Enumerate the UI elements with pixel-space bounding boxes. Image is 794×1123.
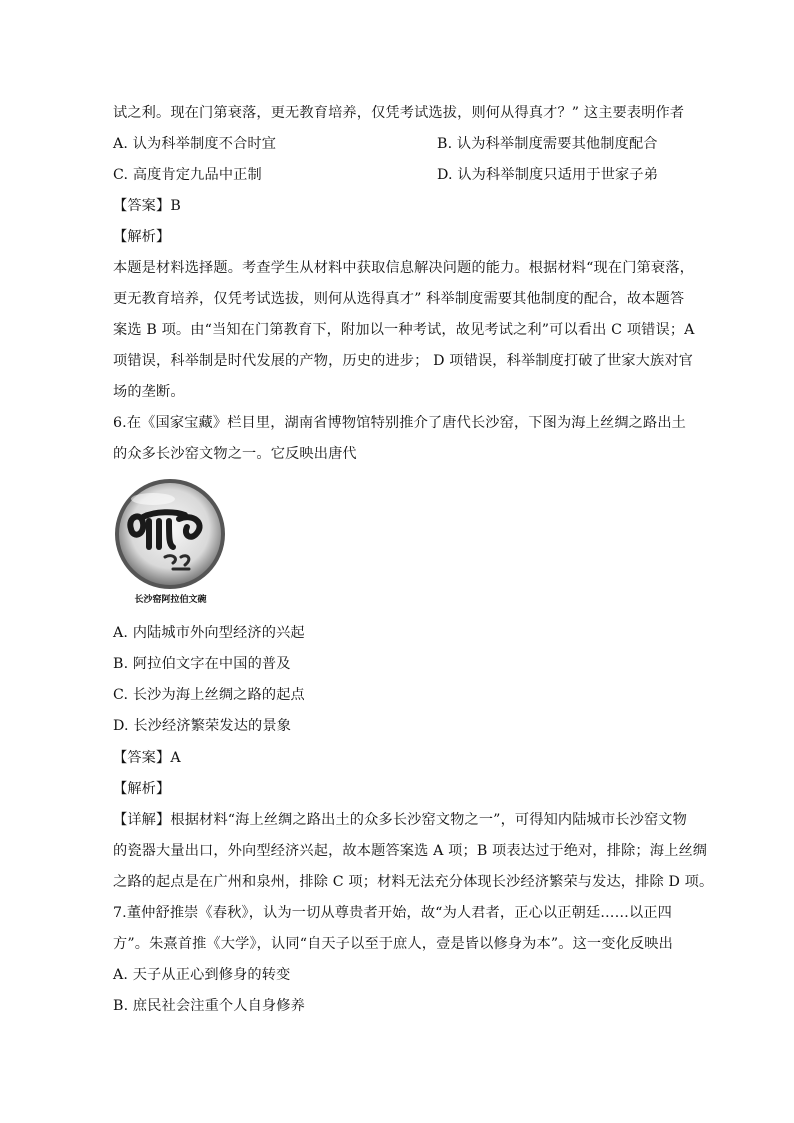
q7-option-a: A. 天子从正心到修身的转变 bbox=[113, 967, 291, 983]
q5-analysis-heading: 【解析】 bbox=[113, 229, 171, 245]
q5-option-d: D. 认为科举制度只适用于世家子弟 bbox=[437, 167, 659, 183]
q5-analysis-line: 场的垄断。 bbox=[113, 384, 185, 400]
changsha-bowl-figure bbox=[113, 477, 228, 612]
q6-stem-line: 6.在《国家宝藏》栏目里，湖南省博物馆特别推介了唐代长沙窑，下图为海上丝绸之路出土 bbox=[113, 415, 687, 431]
q6-option-d: D. 长沙经济繁荣发达的景象 bbox=[113, 718, 292, 734]
q5-analysis-line: 案选 B 项。由“当知在门第教育下，附加以一种考试，故见考试之利”可以看出 C 项错误；A bbox=[113, 322, 695, 338]
q5-analysis-line: 更无教育培养，仅凭考试选拔，则何从选得真才” 科举制度需要其他制度的配合，故本题答 bbox=[113, 291, 685, 307]
arabic-script-bowl-image bbox=[113, 477, 228, 592]
q6-analysis-line: 的瓷器大量出口，外向型经济兴起，故本题答案选 A 项；B 项表达过于绝对，排除；海上丝绸 bbox=[113, 843, 708, 859]
q6-stem-line: 的众多长沙窑文物之一。它反映出唐代 bbox=[113, 446, 357, 462]
q5-stem-tail: 试之利。现在门第衰落，更无教育培养，仅凭考试选拔，则何从得真才？” 这主要表明作者 bbox=[113, 105, 685, 121]
q7-option-b: B. 庶民社会注重个人自身修养 bbox=[113, 998, 305, 1014]
q6-answer: 【答案】A bbox=[113, 750, 181, 766]
q5-answer: 【答案】B bbox=[113, 198, 181, 214]
q6-option-a: A. 内陆城市外向型经济的兴起 bbox=[113, 625, 305, 641]
q5-analysis-line: 项错误，科举制是时代发展的产物，历史的进步； D 项错误，科举制度打破了世家大族对官 bbox=[113, 353, 694, 369]
q5-option-c: C. 高度肯定九品中正制 bbox=[113, 167, 262, 183]
q6-analysis-heading: 【解析】 bbox=[113, 781, 171, 797]
figure-caption: 长沙窑阿拉伯文碗 bbox=[134, 595, 207, 605]
q7-stem-line: 方”。朱熹首推《大学》，认同“自天子以至于庶人，壹是皆以修身为本”。这一变化反映出 bbox=[113, 936, 673, 952]
q6-option-b: B. 阿拉伯文字在中国的普及 bbox=[113, 656, 291, 672]
q5-analysis-line: 本题是材料选择题。考查学生从材料中获取信息解决问题的能力。根据材料“现在门第衰落， bbox=[113, 260, 694, 276]
q6-analysis-line: 【详解】根据材料“海上丝绸之路出土的众多长沙窑文物之一”，可得知内陆城市长沙窑文物 bbox=[113, 812, 687, 828]
q5-option-a: A. 认为科举制度不合时宜 bbox=[113, 136, 277, 152]
q6-option-c: C. 长沙为海上丝绸之路的起点 bbox=[113, 687, 305, 703]
q7-stem-line: 7.董仲舒推崇《春秋》，认为一切从尊贵者开始，故“为人君者，正心以正朝廷……以正四 bbox=[113, 905, 672, 921]
q5-option-b: B. 认为科举制度需要其他制度配合 bbox=[437, 136, 658, 152]
q6-analysis-line: 之路的起点是在广州和泉州，排除 C 项；材料无法充分体现长沙经济繁荣与发达，排除 D 项。 bbox=[113, 874, 714, 890]
